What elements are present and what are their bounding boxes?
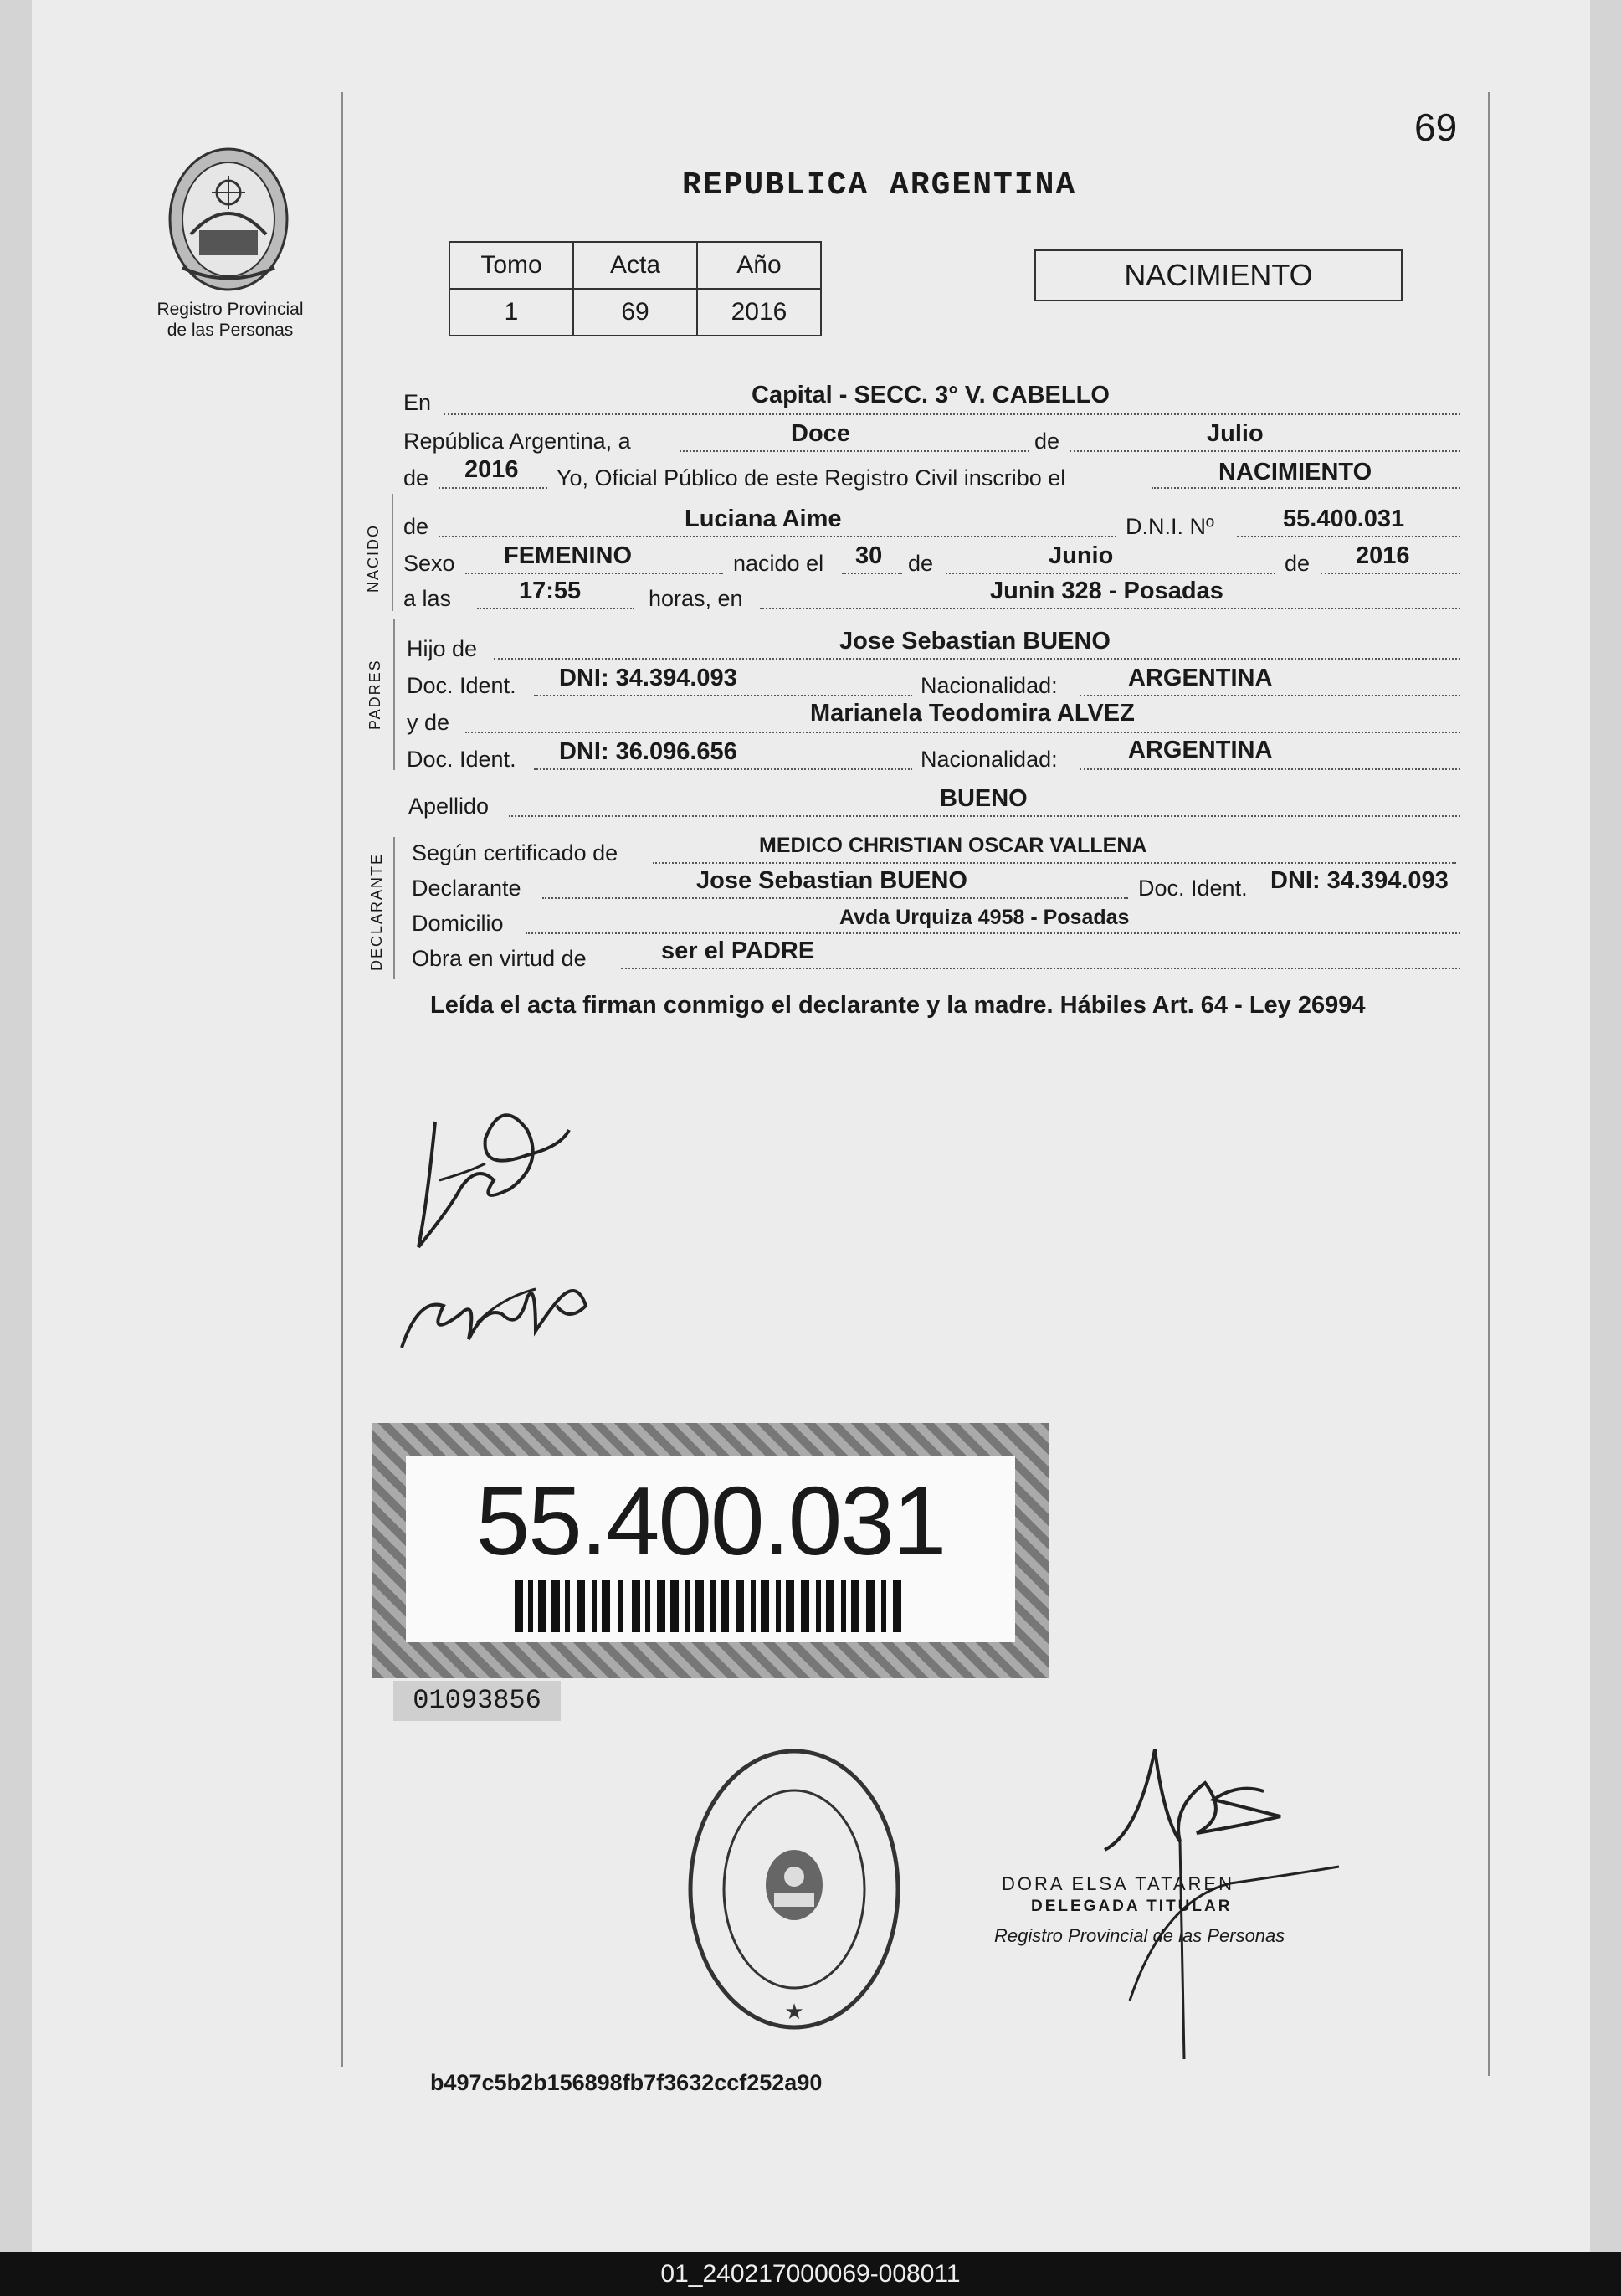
label-republica: República Argentina, a: [403, 429, 631, 454]
dots-dia: [680, 450, 1029, 452]
registry-caption: [126, 299, 335, 341]
value-madre-nac: ARGENTINA: [1128, 737, 1273, 763]
footer-id-bar: [0, 2252, 1621, 2296]
declarant-signature-icon: [402, 1080, 586, 1272]
value-nac-anio: 2016: [1356, 542, 1410, 569]
value-dni: 55.400.031: [1283, 506, 1405, 532]
label-en: En: [403, 390, 432, 415]
value-apellido: BUENO: [940, 785, 1028, 812]
label-y-de: y de: [407, 710, 450, 735]
official-title: DELEGADA TITULAR: [1031, 1898, 1233, 1915]
closing-note: Leída el acta firman conmigo el declarante y la madre. Hábiles Art. 64 - Ley 26994: [430, 992, 1366, 1019]
dots-madre-nac: [1080, 768, 1460, 770]
value-mes: Julio: [1207, 420, 1264, 447]
dots-lugar-nac: [760, 608, 1460, 609]
dots-nac-dia: [842, 573, 902, 574]
nacido-bracket: [392, 494, 393, 611]
dots-madre-doc: [534, 768, 912, 770]
page-number: 69: [1414, 105, 1458, 149]
label-doc-ident-2: Doc. Ident.: [407, 747, 516, 772]
value-anio: 2016: [464, 456, 519, 483]
document-hash: b497c5b2b156898fb7f3632ccf252a90: [430, 2070, 823, 2095]
registry-caption-line1: Registro Provincial: [156, 300, 304, 319]
header-anio: Año: [697, 242, 821, 289]
label-apellido: Apellido: [408, 794, 490, 819]
value-madre-doc: DNI: 36.096.656: [559, 738, 737, 765]
side-label-padres: PADRES: [367, 659, 383, 730]
value-anio: 2016: [697, 289, 821, 336]
padres-bracket: [393, 619, 395, 770]
value-nac-dia: 30: [855, 542, 883, 569]
label-sexo: Sexo: [403, 551, 455, 576]
value-lugar: Capital - SECC. 3° V. CABELLO: [752, 382, 1110, 408]
label-declarante: Declarante: [412, 876, 521, 901]
dots-inscripcion: [1152, 487, 1460, 489]
official-name: DORA ELSA TATAREN: [1002, 1873, 1234, 1894]
value-inscripcion: NACIMIENTO: [1218, 459, 1372, 485]
value-padre: Jose Sebastian BUENO: [839, 628, 1111, 655]
label-dni-no: D.N.I. Nº: [1126, 514, 1214, 539]
dots-domicilio: [526, 932, 1460, 934]
dots-declarante: [542, 897, 1128, 899]
record-type-box: NACIMIENTO: [1034, 249, 1403, 301]
dots-padre: [494, 658, 1460, 660]
dots-padre-doc: [534, 695, 912, 696]
barcode-inner: [406, 1456, 1015, 1642]
value-declarante-doc: DNI: 34.394.093: [1270, 867, 1449, 894]
label-horas-en: horas, en: [649, 586, 743, 611]
dots-madre: [465, 732, 1460, 733]
svg-text:★: ★: [784, 1999, 804, 2024]
value-obra: ser el PADRE: [661, 937, 815, 964]
value-tomo: 1: [449, 289, 573, 336]
dots-en: [444, 413, 1460, 415]
label-nacionalidad-2: Nacionalidad:: [921, 747, 1058, 772]
dots-nac-anio: [1321, 573, 1460, 574]
right-margin-line: [1488, 92, 1490, 2076]
dots-dni: [1237, 536, 1460, 537]
official-org: Registro Provincial de las Personas: [994, 1925, 1285, 1946]
dots-obra: [621, 968, 1460, 969]
declarante-bracket: [393, 837, 395, 979]
value-hora: 17:55: [519, 578, 582, 604]
side-label-nacido: NACIDO: [365, 523, 382, 593]
label-nacido-el: nacido el: [733, 551, 824, 576]
value-madre: Marianela Teodomira ALVEZ: [810, 700, 1135, 727]
header-acta: Acta: [573, 242, 697, 289]
header-tomo: Tomo: [449, 242, 573, 289]
left-margin-line: [341, 92, 343, 2067]
label-doc-ident-1: Doc. Ident.: [407, 673, 516, 698]
footer-id: 01_240217000069-008011: [660, 2260, 961, 2288]
value-sexo: FEMENINO: [504, 542, 633, 569]
label-de-5: de: [1285, 551, 1311, 576]
label-de-3: de: [403, 514, 429, 539]
label-de-4: de: [908, 551, 934, 576]
label-de-2: de: [403, 465, 429, 491]
registry-caption-line2: de las Personas: [167, 321, 294, 340]
label-de-1: de: [1034, 429, 1060, 454]
value-declarante: Jose Sebastian BUENO: [696, 867, 967, 894]
value-nac-mes: Junio: [1049, 542, 1114, 569]
dots-certificado: [653, 862, 1456, 864]
label-domicilio: Domicilio: [412, 911, 504, 936]
dni-barcode-label: [372, 1423, 1049, 1678]
dots-mes: [1070, 450, 1460, 452]
dots-padre-nac: [1080, 695, 1460, 696]
value-padre-doc: DNI: 34.394.093: [559, 665, 737, 691]
label-doc-ident-3: Doc. Ident.: [1138, 876, 1248, 901]
dots-nac-mes: [946, 573, 1275, 574]
label-nacionalidad-1: Nacionalidad:: [921, 673, 1058, 698]
label-segun-certificado: Según certificado de: [412, 840, 618, 865]
label-a-las: a las: [403, 586, 452, 611]
value-lugar-nac: Junin 328 - Posadas: [990, 578, 1223, 604]
side-label-declarante: DECLARANTE: [368, 852, 385, 971]
label-hijo-de: Hijo de: [407, 636, 478, 661]
serial-number: 01093856: [393, 1681, 561, 1721]
dots-hora: [477, 608, 634, 609]
dots-apellido: [509, 815, 1460, 817]
label-yo-oficial: Yo, Oficial Público de este Registro Civil inscribo el: [557, 465, 1066, 491]
label-obra-en-virtud: Obra en virtud de: [412, 946, 587, 971]
value-domicilio: Avda Urquiza 4958 - Posadas: [839, 906, 1130, 929]
dots-sexo: [465, 573, 723, 574]
page-title: REPUBLICA ARGENTINA: [682, 167, 1077, 203]
value-dia: Doce: [791, 420, 850, 447]
barcode-number: 55.400.031: [475, 1466, 946, 1575]
value-acta: 69: [573, 289, 697, 336]
provincial-crest-icon: [157, 142, 300, 293]
value-padre-nac: ARGENTINA: [1128, 665, 1273, 691]
record-table: [449, 241, 822, 336]
dots-nombre: [439, 536, 1116, 537]
value-certificado: MEDICO CHRISTIAN OSCAR VALLENA: [759, 834, 1147, 857]
value-nombre: Luciana Aime: [685, 506, 842, 532]
mother-signature-icon: [393, 1247, 603, 1364]
official-seal-icon: [685, 1743, 904, 2036]
barcode-bars-icon: [515, 1580, 908, 1632]
dots-anio: [439, 487, 547, 489]
